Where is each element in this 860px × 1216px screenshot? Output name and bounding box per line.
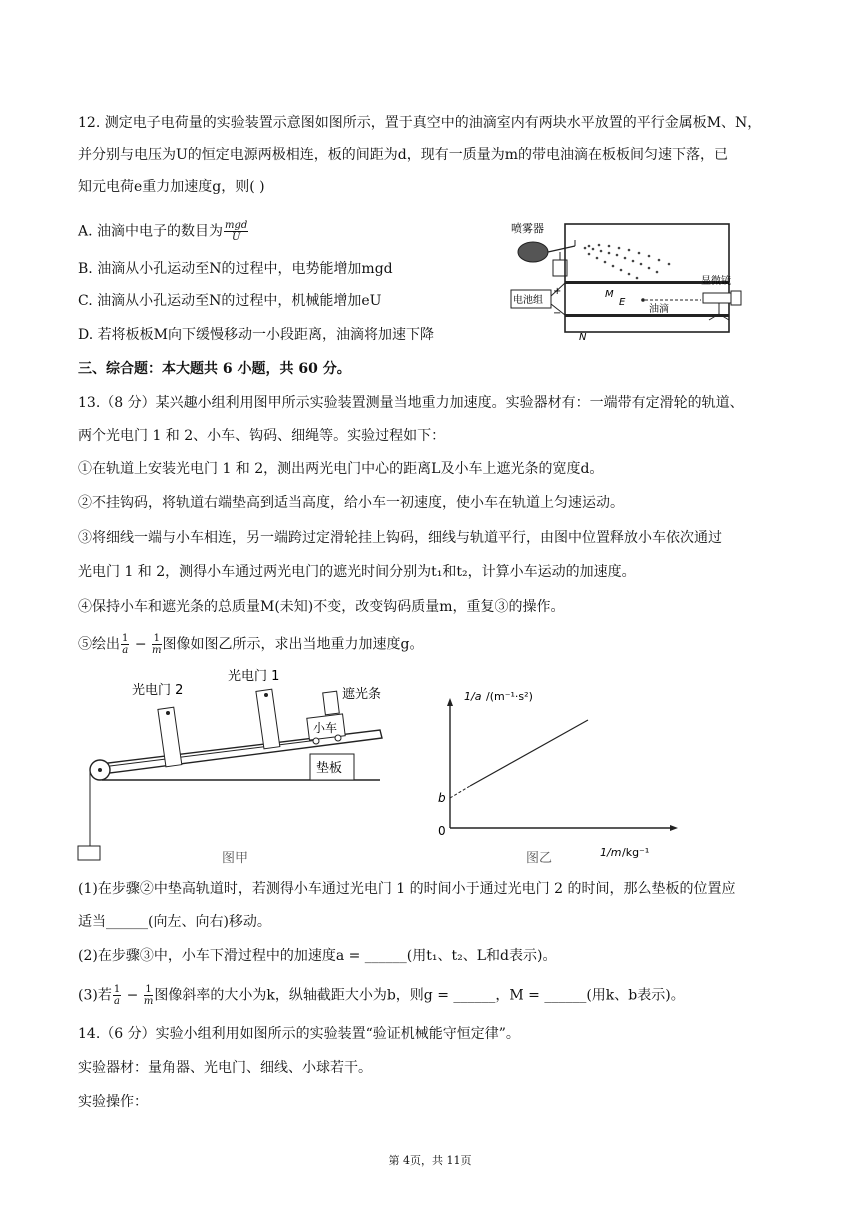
fraction-numerator: mgd bbox=[225, 220, 248, 231]
plus-sign: + bbox=[553, 286, 562, 297]
fraction-numerator: 1 bbox=[145, 984, 152, 995]
figure-b-graph bbox=[420, 680, 690, 870]
fraction-numerator: 1 bbox=[122, 633, 129, 644]
step5-prefix: ⑤绘出 bbox=[78, 636, 120, 653]
cart-label: 小车 bbox=[313, 721, 338, 735]
extrapolated-line bbox=[450, 786, 470, 798]
part3-suffix: 图像斜率的大小为k，纵轴截距大小为b，则g = ______，M = ______(用k、b表示)。 bbox=[154, 987, 685, 1004]
q13-step5 bbox=[78, 633, 423, 656]
y-axis-frac: 1/a bbox=[464, 690, 482, 703]
section3-heading: 三、综合题：本大题共 6 小题，共 60 分。 bbox=[78, 361, 351, 377]
q12-option-b: B. 油滴从小孔运动至N的过程中，电势能增加mgd bbox=[78, 261, 393, 277]
intercept-label: b bbox=[438, 791, 446, 805]
minus-sign: − bbox=[130, 636, 152, 653]
battery-label: 电池组 bbox=[513, 295, 543, 306]
plate-m-label: M bbox=[605, 289, 614, 300]
q13-part3 bbox=[78, 984, 685, 1007]
field-e-label: E bbox=[619, 297, 626, 308]
option-a-fraction bbox=[224, 220, 248, 243]
millikan-apparatus-figure bbox=[505, 218, 755, 343]
plate-n bbox=[565, 314, 729, 317]
oil-drop-label: 油滴 bbox=[649, 304, 669, 315]
fraction-denominator: a bbox=[122, 645, 129, 656]
q13-step3-line2: 光电门 1 和 2，测得小车通过两光电门的遮光时间分别为t₁和t₂，计算小车运动的加速度。 bbox=[78, 564, 636, 580]
fraction-one-over-a bbox=[121, 633, 129, 656]
x-axis-frac: 1/m bbox=[600, 846, 622, 859]
q12-option-c: C. 油滴从小孔运动至N的过程中，机械能增加eU bbox=[78, 293, 382, 309]
part3-prefix: (3)若 bbox=[78, 987, 112, 1004]
fraction-denominator: U bbox=[231, 232, 241, 243]
data-line bbox=[470, 720, 588, 786]
q13-stem-line2: 两个光电门 1 和 2、小车、钩码、细绳等。实验过程如下： bbox=[78, 428, 446, 444]
q13-step3-line1: ③将细线一端与小车相连，另一端跨过定滑轮挂上钩码，细线与轨道平行，由图中位置释放小车依次通过 bbox=[78, 530, 722, 546]
fraction-denominator: m bbox=[152, 645, 162, 656]
fraction-one-over-a bbox=[113, 984, 121, 1007]
microscope-label: 显微镜 bbox=[701, 276, 731, 287]
q14-stem-line2: 实验器材：量角器、光电门、细线、小球若干。 bbox=[78, 1060, 372, 1076]
page-footer: 第 4页，共 11页 bbox=[388, 1154, 472, 1167]
y-axis-arrow-icon bbox=[447, 698, 453, 706]
fraction-one-over-m bbox=[152, 633, 161, 656]
q13-step1: ①在轨道上安装光电门 1 和 2，测出两光电门中心的距离L及小车上遮光条的宽度d。 bbox=[78, 461, 604, 477]
minus-sign: − bbox=[122, 987, 143, 1004]
fraction-one-over-m bbox=[144, 984, 153, 1007]
q12-option-a bbox=[78, 220, 249, 243]
fraction-numerator: 1 bbox=[153, 633, 160, 644]
q12-stem-line2: 并分别与电压为U的恒定电源两极相连，板的间距为d，现有一质量为m的带电油滴在板板间匀速下落，已 bbox=[78, 147, 729, 163]
fraction-denominator: m bbox=[143, 996, 154, 1007]
pad-label: 垫板 bbox=[316, 761, 343, 776]
hook-weight bbox=[78, 846, 100, 860]
x-axis-arrow-icon bbox=[670, 825, 678, 831]
q13-step2: ②不挂钩码，将轨道右端垫高到适当高度，给小车一初速度，使小车在轨道上匀速运动。 bbox=[78, 495, 624, 511]
x-axis-unit: /kg⁻¹ bbox=[622, 846, 650, 859]
sprayer-bulb-icon bbox=[518, 242, 548, 262]
q13-part2: (2)在步骤③中，小车下滑过程中的加速度a = ______(用t₁、t₂、L和d表示)。 bbox=[78, 948, 557, 964]
q12-stem-line3: 知元电荷e重力加速度g，则( ) bbox=[78, 179, 265, 195]
step5-suffix: 图像如图乙所示，求出当地重力加速度g。 bbox=[162, 636, 424, 653]
oil-drop-icon bbox=[641, 298, 645, 302]
fraction-denominator: a bbox=[114, 996, 121, 1007]
q13-step4: ④保持小车和遮光条的总质量M(未知)不变，改变钩码质量m，重复③的操作。 bbox=[78, 599, 565, 615]
q12-option-d: D. 若将板板M向下缓慢移动一小段距离，油滴将加速下降 bbox=[78, 327, 434, 343]
photogate-1 bbox=[256, 689, 280, 749]
figure-b-caption: 图乙 bbox=[526, 851, 553, 866]
figure-a-apparatus bbox=[70, 668, 390, 868]
origin-label: 0 bbox=[438, 824, 446, 838]
plate-n-label: N bbox=[579, 332, 587, 343]
figure-a-caption: 图甲 bbox=[222, 851, 249, 866]
q14-stem-line1: 14.（6 分）实验小组利用如图所示的实验装置“验证机械能守恒定律”。 bbox=[78, 1026, 520, 1042]
sprayer-label: 喷雾器 bbox=[511, 222, 544, 235]
q13-part1-line1: (1)在步骤②中垫高轨道时，若测得小车通过光电门 1 的时间小于通过光电门 2 的时间，那么垫板的位置应 bbox=[78, 881, 736, 897]
fraction-numerator: 1 bbox=[113, 984, 121, 995]
option-a-text: A. 油滴中电子的数目为 bbox=[78, 223, 224, 240]
q13-stem-line1: 13.（8 分）某兴趣小组利用图甲所示实验装置测量当地重力加速度。实验器材有：一端带有定滑轮的轨道、 bbox=[78, 395, 744, 411]
shade-label: 遮光条 bbox=[342, 687, 382, 702]
gate2-label: 光电门 2 bbox=[132, 683, 184, 698]
q14-stem-line3: 实验操作： bbox=[78, 1094, 148, 1110]
gate1-label: 光电门 1 bbox=[228, 669, 280, 684]
q12-stem-line1: 12. 测定电子电荷量的实验装置示意图如图所示，置于真空中的油滴室内有两块水平放置的平行金属板M、N， bbox=[78, 115, 762, 131]
minus-sign: − bbox=[553, 308, 562, 319]
q13-part1-line2: 适当______(向左、向右)移动。 bbox=[78, 914, 271, 930]
shade-strip bbox=[323, 691, 340, 715]
y-axis-unit: /(m⁻¹·s²) bbox=[486, 690, 533, 703]
